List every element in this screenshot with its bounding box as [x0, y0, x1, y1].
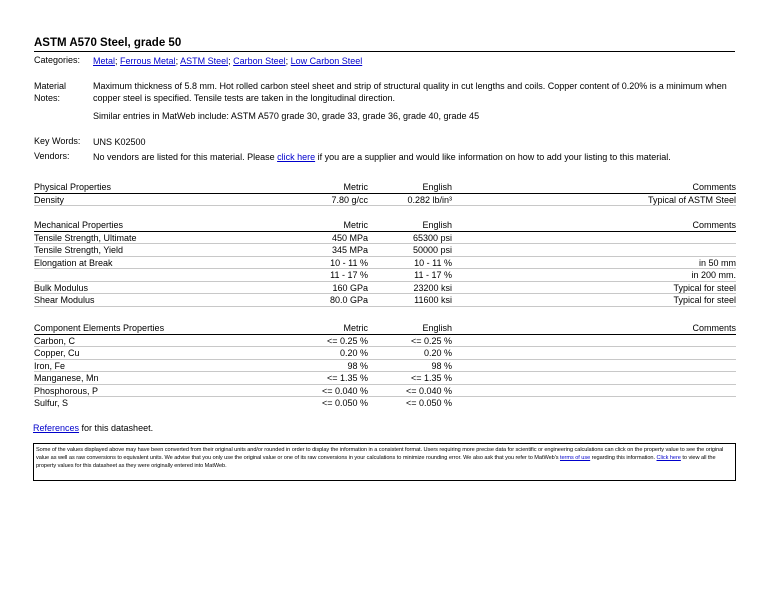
table-row: Manganese, Mn <= 1.35 % <= 1.35 %	[34, 372, 736, 385]
table-header: Mechanical Properties Metric English Comments	[34, 220, 736, 230]
category-link-carbon-steel[interactable]: Carbon Steel	[233, 56, 286, 66]
references-link[interactable]: References	[33, 423, 80, 433]
table-row: Carbon, C <= 0.25 % <= 0.25 %	[34, 335, 736, 348]
table-row: 11 - 17 % 11 - 17 % in 200 mm.	[34, 269, 736, 282]
material-notes-text: Maximum thickness of 5.8 mm. Hot rolled carbon steel sheet and strip of structural quality in cut lengths and coils. Copper content of 0.20% is a minimum when copper steel is specified. Tensile tests are taken in the longitudinal direction.	[93, 81, 727, 103]
table-row: Tensile Strength, Yield 345 MPa 50000 psi	[34, 244, 736, 257]
page-title: ASTM A570 Steel, grade 50	[34, 37, 182, 49]
terms-of-use-link[interactable]: terms of use	[559, 455, 591, 462]
category-link-ferrous-metal[interactable]: Ferrous Metal	[120, 56, 176, 66]
categories-links: Metal; Ferrous Metal; ASTM Steel; Carbon Steel; Low Carbon Steel	[93, 56, 363, 66]
physical-properties-table	[34, 181, 736, 206]
category-link-metal[interactable]: Metal	[93, 56, 116, 66]
categories-label: Categories:	[34, 55, 81, 65]
vendors-text: No vendors are listed for this material. Please click here if you are a supplier and would like information on how to add your listing to this material.	[93, 152, 671, 162]
mechanical-properties-table	[34, 219, 736, 307]
table-row: Iron, Fe 98 % 98 %	[34, 360, 736, 373]
table-row: Copper, Cu 0.20 % 0.20 %	[34, 347, 736, 360]
component-elements-table	[34, 322, 736, 410]
disclaimer-box: Some of the values displayed above may have been converted from their original units and/or rounded in order to display the information in a consistent format. Users requiring more precise data for scientific or engineering calculations can click on the property value to see the original value as well as raw conversions to equivalent units. We advise that you only use the original value or one of its raw conversions in your calculations to minimize rounding error. We also ask that you refer to MatWeb's terms of use regarding this information. Click here to view all the property values for this datasheet as they were originally entered into MatWeb.	[33, 443, 736, 481]
table-row: Density 7.80 g/cc 0.282 lb/in³ Typical of ASTM Steel	[34, 194, 736, 205]
table-row: Tensile Strength, Ultimate 450 MPa 65300 psi	[34, 232, 736, 245]
table-header: Physical Properties Metric English Comments	[34, 182, 736, 192]
keywords-label: Key Words:	[34, 136, 81, 146]
table-header: Component Elements Properties Metric English Comments	[34, 323, 736, 333]
keywords-value: UNS K02500	[93, 137, 146, 147]
view-original-values-link[interactable]: Click here	[656, 455, 681, 462]
references-line: References for this datasheet.	[33, 423, 154, 433]
table-row: Phosphorous, P <= 0.040 % <= 0.040 %	[34, 385, 736, 398]
category-link-astm-steel[interactable]: ASTM Steel	[180, 56, 229, 66]
title-divider	[34, 51, 735, 52]
vendors-label: Vendors:	[34, 151, 70, 161]
category-link-low-carbon-steel[interactable]: Low Carbon Steel	[290, 56, 363, 66]
vendor-click-here-link[interactable]: click here	[277, 152, 316, 162]
table-row: Sulfur, S <= 0.050 % <= 0.050 %	[34, 398, 452, 408]
table-row: Bulk Modulus 160 GPa 23200 ksi Typical for steel	[34, 282, 736, 293]
similar-entries: Similar entries in MatWeb include: ASTM A570 grade 30, grade 33, grade 36, grade 40, grade 45	[93, 111, 480, 121]
table-row: Elongation at Break 10 - 11 % 10 - 11 % in 50 mm	[34, 257, 736, 268]
table-row: Shear Modulus 80.0 GPa 11600 ksi Typical for steel	[34, 295, 736, 305]
material-notes-label: Material Notes:	[34, 81, 67, 103]
